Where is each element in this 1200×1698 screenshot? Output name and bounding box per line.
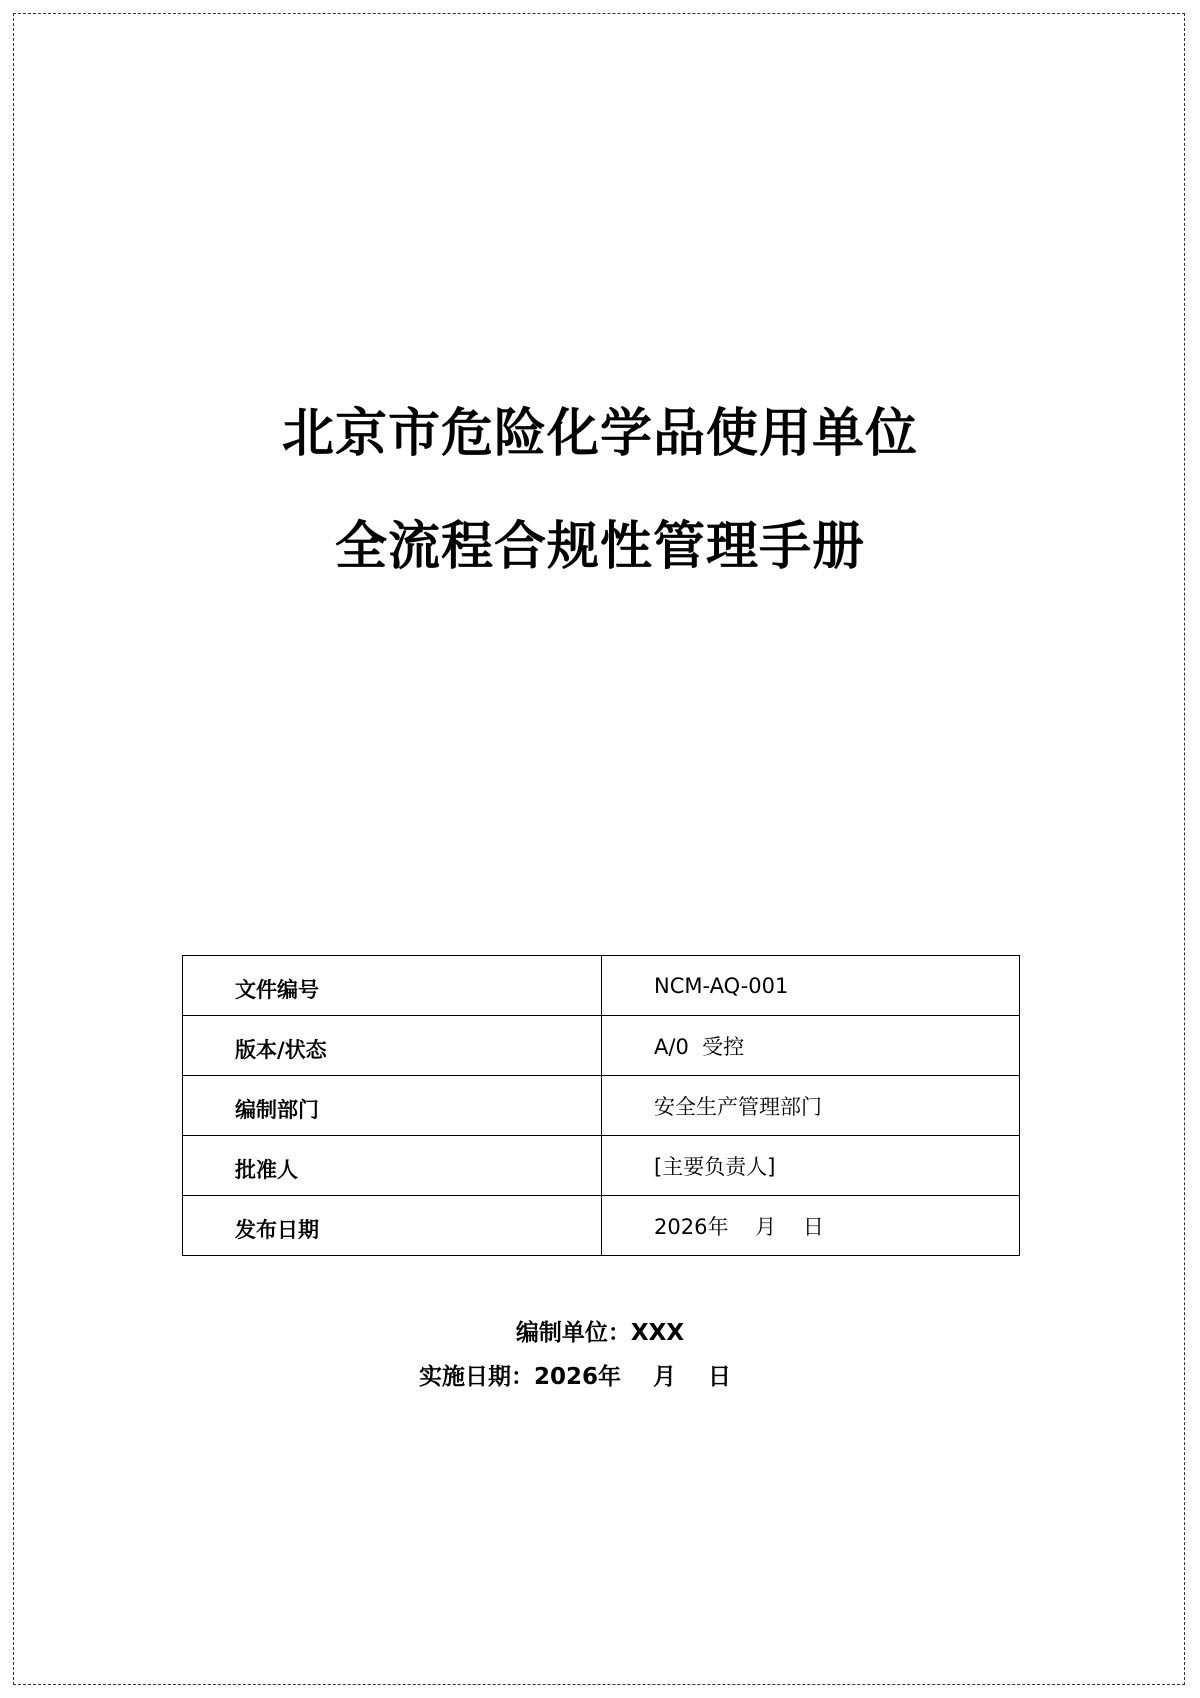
file-number-value: NCM-AQ-001 [602,956,1020,1016]
table-row [183,1136,1020,1196]
page-border [13,13,1185,1685]
implementation-date-label: 实施日期： [418,1364,534,1390]
table-row [183,956,1020,1016]
table-row [183,1076,1020,1136]
version-status-label: 版本/状态 [183,1016,602,1076]
compiling-department-value: 安全生产管理部门 [602,1076,1020,1136]
compiler-line [0,1322,1200,1345]
table-row [183,1196,1020,1256]
approver-value: [主要负责人] [602,1136,1020,1196]
implementation-date-value: 2026年 月 日 [533,1364,732,1390]
approver-label: 批准人 [183,1136,602,1196]
compiling-department-label: 编制部门 [183,1076,602,1136]
table-row [183,1016,1020,1076]
document-title-line-2: 全流程合规性管理手册 [334,517,865,577]
release-date-label: 发布日期 [183,1196,602,1256]
compiler-label: 编制单位： [515,1320,631,1346]
version-status-value: A/0 受控 [602,1016,1020,1076]
file-number-label: 文件编号 [183,956,602,1016]
release-date-value: 2026年 月 日 [602,1196,1020,1256]
document-title-line-1: 北京市危险化学品使用单位 [281,404,918,464]
document-info-table [182,955,1020,1256]
compiler-value: XXX [630,1320,685,1346]
implementation-date-line [0,1366,1175,1389]
